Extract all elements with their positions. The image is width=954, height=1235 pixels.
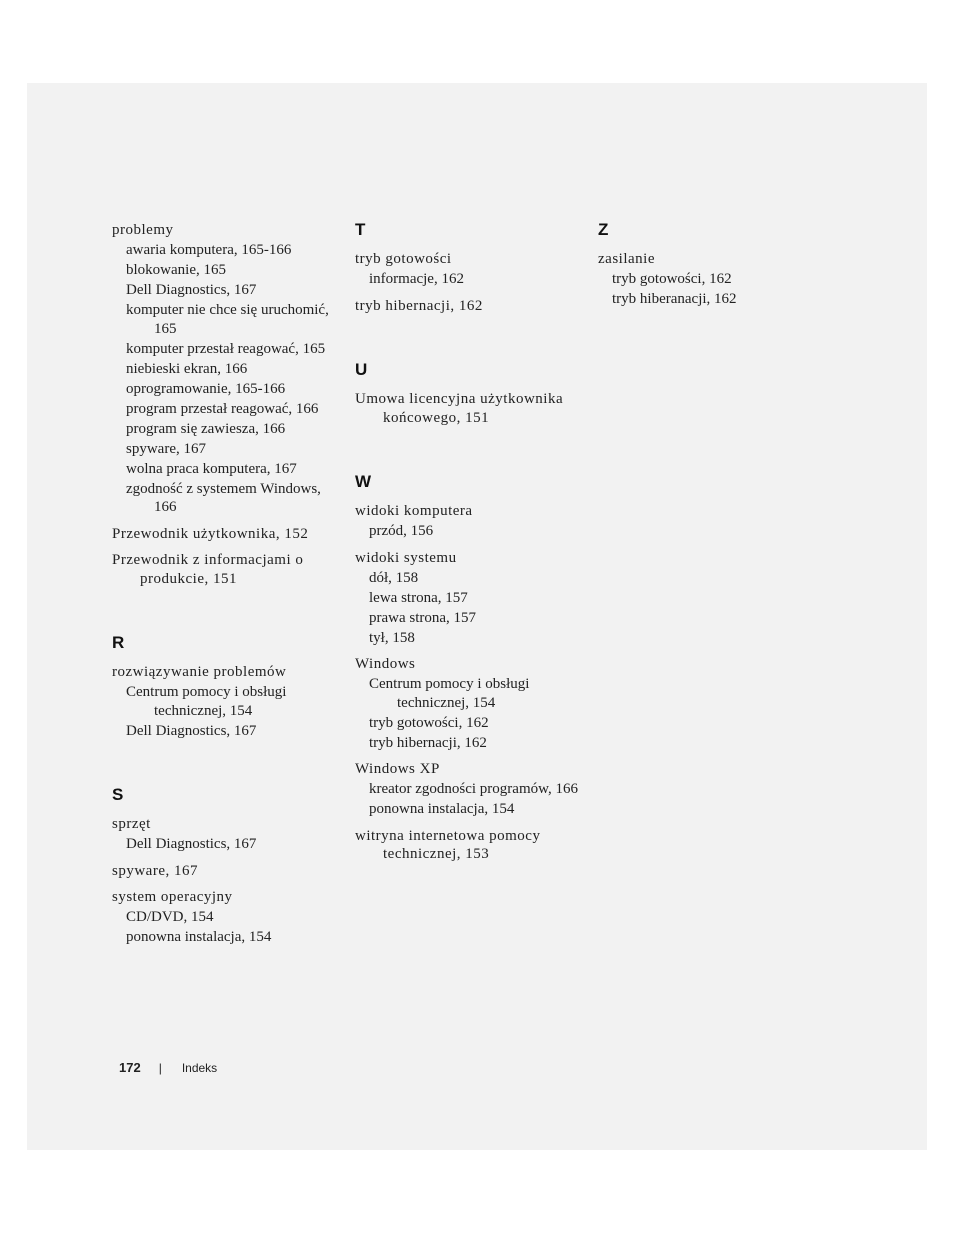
footer-separator: | [158, 1061, 162, 1075]
entry-subitem: program się zawiesza, 166 [126, 420, 286, 437]
entry-subitem: wolna praca komputera, 167 [126, 460, 297, 477]
entry-subitem: ponowna instalacja, 154 [369, 801, 515, 817]
index-entry [598, 250, 828, 309]
footer-title: Indeks [181, 1061, 218, 1075]
entry-heading: rozwiązywanie problemów [112, 664, 287, 680]
entry-subitem: informacje, 162 [369, 271, 464, 287]
entry-subitem: prawa strona, 157 [369, 609, 477, 626]
index-entry [355, 760, 585, 819]
entry-heading: problemy [112, 222, 174, 238]
entry-subitem: spyware, 167 [126, 440, 206, 457]
entry-subitem: blokowanie, 165 [126, 262, 226, 278]
index-page [27, 83, 927, 1150]
entry-subitem: program przestał reagować, 166 [126, 400, 319, 417]
index-section [112, 786, 342, 947]
entry-subitem: tryb gotowości, 162 [369, 714, 489, 731]
index-entry [112, 525, 342, 544]
section-letter: Z [598, 220, 609, 239]
entry-subitem: Dell Diagnostics, 167 [126, 722, 257, 739]
entry-heading: zasilanie [598, 251, 655, 267]
index-column-1 [112, 221, 342, 993]
index-column-2 [355, 221, 585, 910]
entry-subitem: tryb gotowości, 162 [612, 271, 732, 287]
index-entry [355, 390, 585, 427]
index-entry [355, 502, 585, 541]
entry-heading: widoki komputera [355, 503, 473, 519]
entry-heading: Windows [355, 656, 416, 672]
index-entry [355, 297, 585, 316]
entry-heading: Windows XP [355, 761, 440, 777]
index-entry [355, 655, 585, 752]
page-number: 172 [119, 1060, 141, 1075]
entry-subitem: komputer nie chce się uruchomić, 165 [126, 302, 329, 337]
entry-subitem: niebieski ekran, 166 [126, 360, 248, 377]
index-section [355, 221, 585, 315]
entry-subitem: Dell Diagnostics, 167 [126, 836, 257, 852]
index-entry [355, 250, 585, 289]
entry-subitem: dół, 158 [369, 569, 419, 586]
entry-subitem: kreator zgodności programów, 166 [369, 781, 578, 797]
index-column-3 [598, 221, 828, 355]
entry-subitem: zgodność z systemem Windows, 166 [126, 480, 321, 515]
index-entry [112, 663, 342, 740]
entry-subitem: tryb hiberanacji, 162 [612, 291, 737, 307]
page-footer [119, 1060, 217, 1075]
index-section [355, 473, 585, 864]
section-letter: T [355, 220, 366, 239]
index-entry [355, 549, 585, 648]
entry-heading: Przewodnik użytkownika, 152 [112, 525, 309, 542]
section-letter: U [355, 360, 368, 379]
entry-subitem: oprogramowanie, 165-166 [126, 380, 286, 397]
entry-subitem: przód, 156 [369, 523, 434, 539]
index-section [112, 221, 342, 588]
entry-subitem: CD/DVD, 154 [126, 909, 214, 925]
entry-heading: Umowa licencyjna użytkownika końcowego, 151 [355, 391, 564, 426]
entry-subitem: lewa strona, 157 [369, 589, 468, 606]
entry-heading: Przewodnik z informacjami o produkcie, 151 [112, 552, 304, 587]
index-entry [112, 221, 342, 517]
entry-heading: system operacyjny [112, 889, 233, 905]
index-section [355, 361, 585, 427]
entry-subitem: Centrum pomocy i obsługi technicznej, 154 [126, 684, 287, 719]
entry-heading: sprzęt [112, 816, 151, 832]
entry-subitem: komputer przestał reagować, 165 [126, 340, 326, 357]
index-section [598, 221, 828, 309]
index-entry [112, 551, 342, 588]
section-letter: W [355, 472, 372, 491]
index-entry [112, 862, 342, 881]
entry-subitem: tył, 158 [369, 629, 415, 646]
entry-subitem: Dell Diagnostics, 167 [126, 282, 257, 298]
entry-subitem: awaria komputera, 165-166 [126, 242, 292, 258]
section-letter: S [112, 785, 124, 804]
entry-heading: witryna internetowa pomocy technicznej, 153 [355, 827, 541, 862]
index-entry [112, 888, 342, 947]
entry-subitem: Centrum pomocy i obsługi technicznej, 154 [369, 676, 530, 711]
entry-heading: widoki systemu [355, 549, 457, 566]
entry-subitem: ponowna instalacja, 154 [126, 929, 272, 945]
entry-heading: tryb hibernacji, 162 [355, 297, 483, 314]
entry-subitem: tryb hibernacji, 162 [369, 734, 487, 751]
index-entry [355, 827, 585, 864]
entry-heading: tryb gotowości [355, 251, 452, 267]
index-section [112, 634, 342, 740]
section-letter: R [112, 633, 125, 652]
index-entry [112, 815, 342, 854]
entry-heading: spyware, 167 [112, 862, 198, 879]
